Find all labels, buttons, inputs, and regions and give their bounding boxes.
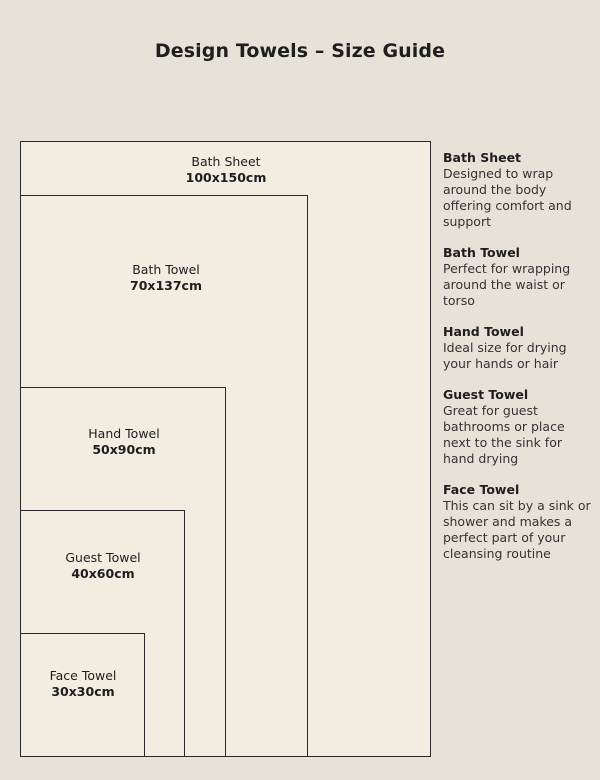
page-title: Design Towels – Size Guide xyxy=(154,40,446,62)
label-size: 100x150cm xyxy=(185,170,267,185)
description-text: Great for guest bathrooms or place next to the sink for hand drying xyxy=(443,403,565,466)
description-guest-towel xyxy=(443,387,593,467)
label-name: Guest Towel xyxy=(65,550,141,565)
description-title: Bath Towel xyxy=(443,245,520,260)
label-bath-towel xyxy=(86,262,246,294)
description-face-towel xyxy=(443,482,593,562)
label-name: Bath Sheet xyxy=(191,154,261,169)
label-bath-sheet xyxy=(146,154,306,186)
label-name: Hand Towel xyxy=(88,426,160,441)
label-size: 40x60cm xyxy=(71,566,135,581)
description-hand-towel xyxy=(443,324,593,372)
description-text: Perfect for wrapping around the waist or torso xyxy=(443,261,571,308)
label-guest-towel xyxy=(23,550,183,582)
description-panel xyxy=(443,150,593,577)
description-bath-towel xyxy=(443,245,593,309)
description-title: Face Towel xyxy=(443,482,520,497)
description-title: Guest Towel xyxy=(443,387,529,402)
description-text: Designed to wrap around the body offering comfort and support xyxy=(443,166,572,229)
label-size: 30x30cm xyxy=(51,684,115,699)
label-name: Face Towel xyxy=(49,668,117,683)
label-name: Bath Towel xyxy=(132,262,200,277)
label-size: 50x90cm xyxy=(92,442,156,457)
label-face-towel xyxy=(3,668,163,700)
description-text: Ideal size for drying your hands or hair xyxy=(443,340,567,371)
description-text: This can sit by a sink or shower and makes a perfect part of your cleansing routine xyxy=(443,498,591,561)
description-bath-sheet xyxy=(443,150,593,230)
description-title: Bath Sheet xyxy=(443,150,522,165)
label-size: 70x137cm xyxy=(130,278,202,293)
label-hand-towel xyxy=(44,426,204,458)
description-title: Hand Towel xyxy=(443,324,524,339)
